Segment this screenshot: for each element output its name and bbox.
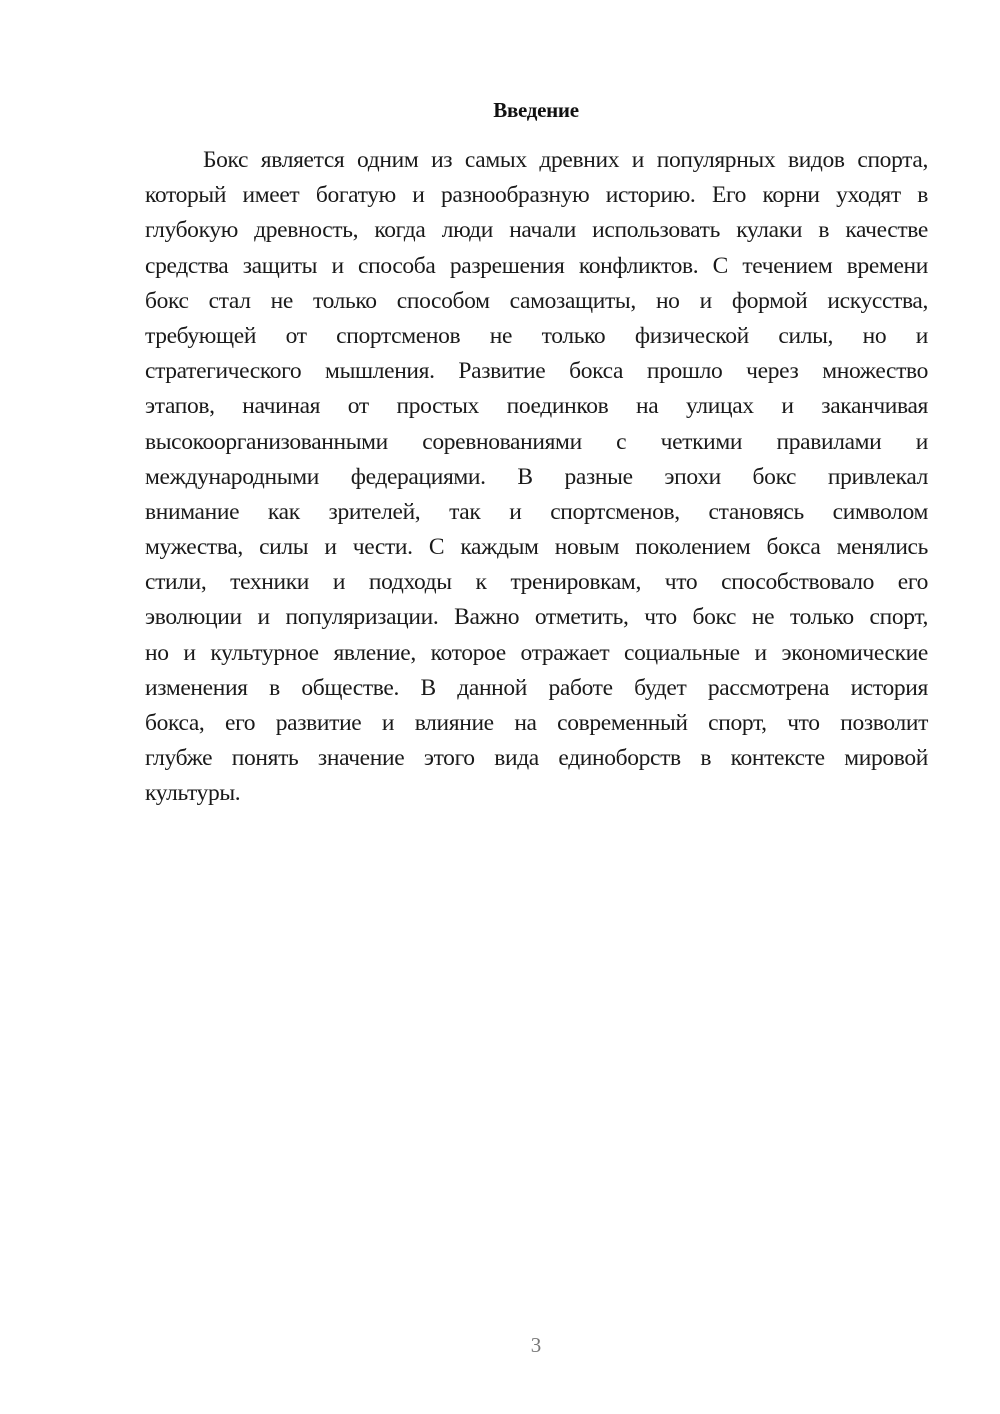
page-number: 3 [530, 1333, 542, 1357]
paragraph-line: стратегического мышления. Развитие бокса прошло через множество [145, 358, 928, 385]
paragraph-line: требующей от спортсменов не только физической силы, но и [145, 322, 928, 349]
paragraph-line: изменения в обществе. В данной работе будет рассмотрена история [145, 674, 928, 701]
paragraph-line: средства защиты и способа разрешения конфликтов. С течением времени [145, 252, 928, 279]
paragraph-line: международными федерациями. В разные эпохи бокс привлекал [145, 463, 928, 490]
section-heading: Введение [493, 98, 579, 122]
paragraph-line: высокоорганизованными соревнованиями с четкими правилами и [145, 428, 928, 455]
paragraph-line: стили, техники и подходы к тренировкам, что способствовало его [145, 569, 928, 596]
paragraph-line: глубже понять значение этого вида единоборств в контексте мировой [145, 745, 928, 772]
paragraph-line: но и культурное явление, которое отражает социальные и экономические [145, 639, 928, 666]
paragraph-line: бокса, его развитие и влияние на современный спорт, что позволит [145, 710, 928, 736]
paragraph-line: Бокс является одним из самых древних и популярных видов спорта, [203, 147, 928, 173]
paragraph-line: глубокую древность, когда люди начали использовать кулаки в качестве [145, 217, 928, 244]
paragraph-line: который имеет богатую и разнообразную историю. Его корни уходят в [145, 182, 928, 209]
paragraph-line: мужества, силы и чести. С каждым новым поколением бокса менялись [145, 534, 928, 561]
paragraph-line: бокс стал не только способом самозащиты, но и формой искусства, [145, 287, 928, 314]
paragraph-line: эволюции и популяризации. Важно отметить, что бокс не только спорт, [145, 604, 928, 631]
intro-paragraph [145, 143, 928, 812]
paragraph-line: культуры. [145, 780, 241, 807]
paragraph-line: внимание как зрителей, так и спортсменов, становясь символом [145, 498, 928, 525]
paragraph-line: этапов, начиная от простых поединков на улицах и заканчивая [145, 393, 928, 420]
